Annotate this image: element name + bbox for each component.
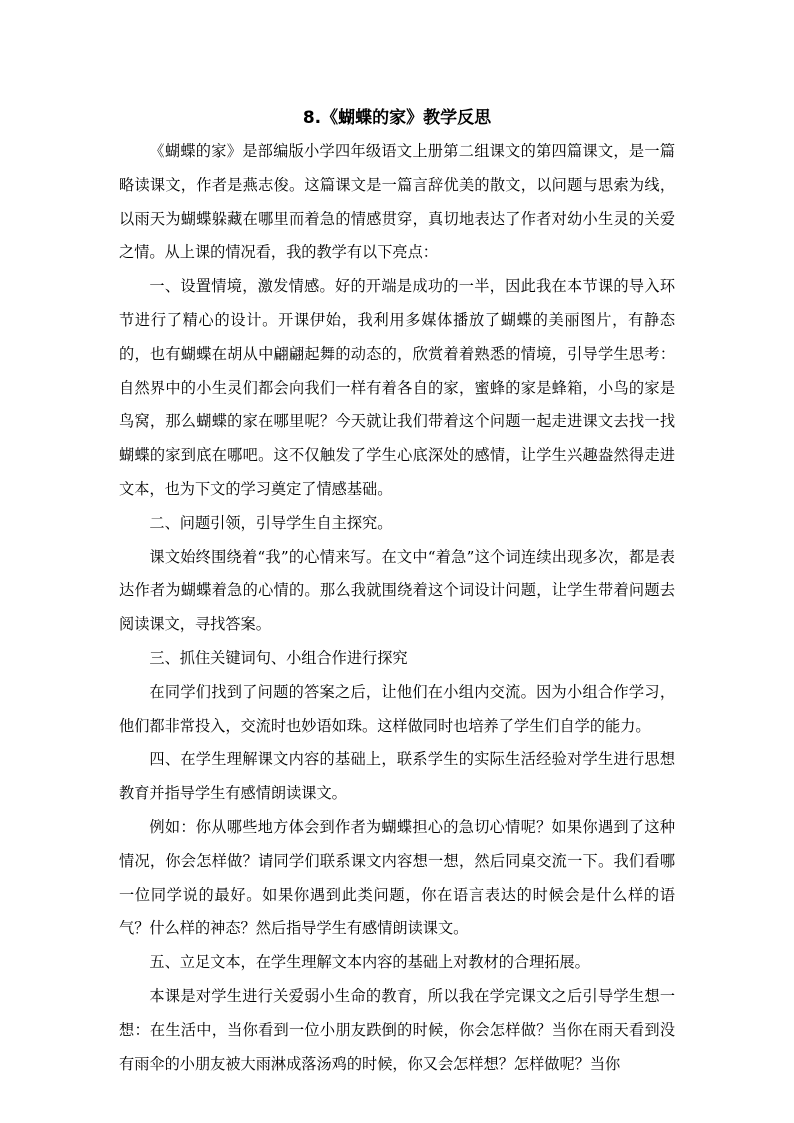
paragraph-point-2: 课文始终围绕着“我”的心情来写。在文中“着急”这个词连续出现多次，都是表达作者为蝴蝶着急的心情的。那么我就围绕着这个词设计问题，让学生带着问题去阅读课文，寻找答案。 (119, 547, 675, 634)
document-title: 8.《蝴蝶的家》教学反思 (302, 108, 492, 128)
paragraph-point-5: 本课是对学生进行关爱弱小生命的教育，所以我在学完课文之后引导学生想一想：在生活中，当你看到一位小朋友跌倒的时候，你会怎样做？当你在雨天看到没有雨伞的小朋友被大雨淋成落汤鸡的时候，你又会怎样想？怎样做呢？当你 (119, 986, 675, 1073)
paragraph-heading-2: 二、问题引领，引导学生自主探究。 (149, 513, 393, 532)
document-body (119, 101, 675, 1081)
paragraph-point-1: 一、设置情境，激发情感。好的开端是成功的一半，因此我在本节课的导入环节进行了精心的设计。开课伊始，我利用多媒体播放了蝴蝶的美丽图片，有静态的，也有蝴蝶在胡从中翩翩起舞的动态的，欣赏着着熟悉的情境，引导学生思考：自然界中的小生灵们都会向我们一样有着各自的家，蜜蜂的家是蜂箱，小鸟的家是鸟窝，那么蝴蝶的家在哪里呢？今天就让我们带着这个问题一起走进课文去找一找蝴蝶的家到底在哪吧。这不仅触发了学生心底深处的感情，让学生兴趣盎然得走进文本，也为下文的学习奠定了情感基础。 (119, 277, 675, 498)
paragraph-heading-4: 四、在学生理解课文内容的基础上，联系学生的实际生活经验对学生进行思想教育并指导学生有感情朗读课文。 (119, 750, 675, 803)
paragraph-point-4: 例如：你从哪些地方体会到作者为蝴蝶担心的急切心情呢？如果你遇到了这种情况，你会怎样做？请同学们联系课文内容想一想，然后同桌交流一下。我们看哪一位同学说的最好。如果你遇到此类问题，你在语言表达的时候会是什么样的语气？什么样的神态？然后指导学生有感情朗读课文。 (119, 817, 675, 938)
paragraph-heading-5: 五、立足文本，在学生理解文本内容的基础上对教材的合理拓展。 (149, 953, 590, 972)
paragraph-point-3: 在同学们找到了问题的答案之后，让他们在小组内交流。因为小组合作学习，他们都非常投入，交流时也妙语如珠。这样做同时也培养了学生们自学的能力。 (119, 682, 675, 735)
paragraph-heading-3: 三、抓住关键词句、小组合作进行探究 (149, 648, 408, 667)
paragraph-intro: 《蝴蝶的家》是部编版小学四年级语文上册第二组课文的第四篇课文，是一篇略读课文，作者是燕志俊。这篇课文是一篇言辞优美的散文，以问题与思索为线，以雨天为蝴蝶躲藏在哪里而着急的情感贯穿，真切地表达了作者对幼小生灵的关爱之情。从上课的情况看，我的教学有以下亮点： (119, 142, 675, 262)
